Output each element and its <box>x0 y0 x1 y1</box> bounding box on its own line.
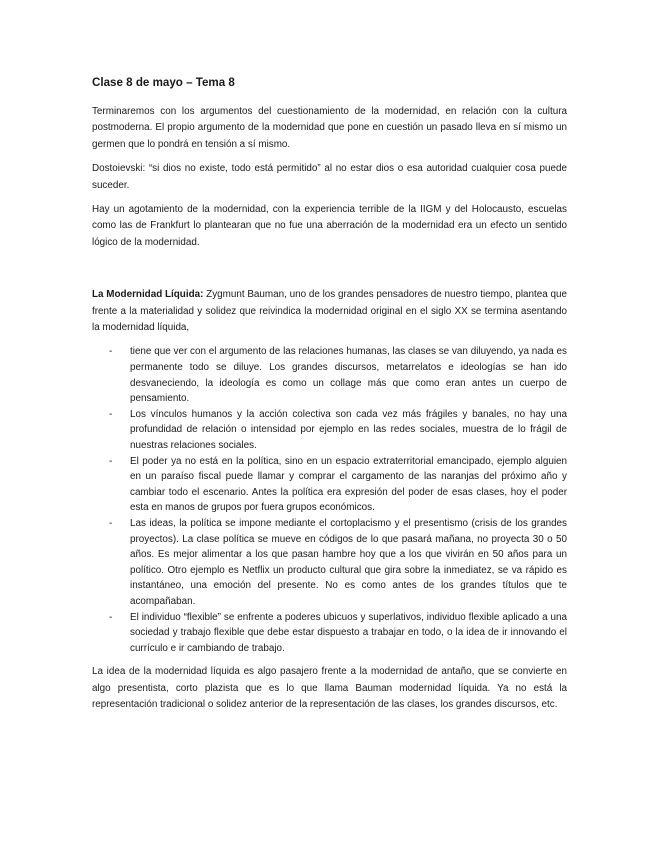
bullet-dash: - <box>109 611 113 623</box>
list-item-text: Los vínculos humanos y la acción colectiva son cada vez más frágiles y banales, no hay una profundidad de relación o intensidad por ejemplo en las redes sociales, muestra de lo frágil de nuestras relaciones sociales. <box>130 408 567 452</box>
paragraph-dostoievski: Dostoievski: “si dios no existe, todo está permitido” al no estar dios o esa autoridad cualquier cosa puede suceder. <box>92 163 567 191</box>
paragraph-modernity-critique: Terminaremos con los argumentos del cuestionamiento de la modernidad, en relación con la cultura postmoderna. El propio argumento de la modernidad que pone en cuestión un pasado lleva en sí mismo un germen que lo pondrá en tensión a sí mismo. <box>92 106 567 150</box>
list-item <box>92 454 567 516</box>
bullet-dash: - <box>109 408 113 420</box>
paragraph-closing: La idea de la modernidad líquida es algo pasajero frente a la modernidad de antaño, que se convierte en algo presentista, corto plazista que es lo que llama Bauman modernidad líquida. Ya no está la representación tradicional o solidez anterior de la representación de las clases, los grandes discursos, etc. <box>92 666 567 711</box>
section-lead: La Modernidad Líquida: <box>92 289 204 301</box>
list-item <box>92 610 567 657</box>
list-item <box>92 516 567 610</box>
document-title: Clase 8 de mayo – Tema 8 <box>92 76 235 89</box>
list-item-text: El individuo “flexible” se enfrente a poderes ubicuos y superlativos, individuo flexible aplicado a una sociedad y trabajo flexible que debe estar dispuesto a trabajar en todo, o la idea de ir innovando el currículo e ir cambiando de trabajo. <box>130 611 567 654</box>
paragraph-liquid-modernity <box>92 287 567 336</box>
paragraph-exhaustion: Hay un agotamiento de la modernidad, con la experiencia terrible de la IIGM y del Holocausto, escuelas como las de Frankfurt lo plantearan que no fue una aberración de la modernidad era un efecto un sentido lógico de la modernidad. <box>92 204 567 248</box>
bullet-list <box>92 344 567 656</box>
list-item-text: El poder ya no está en la política, sino en un espacio extraterritorial emancipado, ejemplo alguien en un paraíso fiscal puede llamar y comprar el cargamento de las naranjas del próximo año y cambiar todo el escenario. Antes la política era expresión del poder de esas clases, hoy el poder esta en manos de grupos por fuera grupos económicos. <box>130 455 567 514</box>
list-item-text: Las ideas, la política se impone mediante el cortoplacismo y el presentismo (crisis de los grandes proyectos). La clase política se mueve en códigos de lo que pasará mañana, no proyecta 30 o 50 años. Es mejor alimentar a los que pasan hambre hoy que a los que vivirán en 50 años para un político. Otro ejemplo es Netflix un producto cultural que gira sobre la inmediatez, se va rápido es instantáneo, una emoción del presente. No es como antes de los grandes títulos que te acompañaban. <box>130 518 567 607</box>
bullet-dash: - <box>109 346 113 358</box>
list-item <box>92 407 567 454</box>
list-item-text: tiene que ver con el argumento de las relaciones humanas, las clases se van diluyendo, ya nada es permanente todo se diluye. Los grandes discursos, metarrelatos e ideologías se han ido desvaneciendo, la ideología es como un collage más que como eran antes un cuerpo de pensamiento. <box>130 346 567 405</box>
bullet-dash: - <box>109 518 113 529</box>
list-item <box>92 344 567 406</box>
spacer <box>92 259 567 287</box>
bullet-dash: - <box>109 455 113 467</box>
section-intro: Zygmunt Bauman, uno de los grandes pensadores de nuestro tiempo, plantea que frente a la materialidad y solidez que reivindica la modernidad original en el siglo XX se termina asentando la modernidad líquida, <box>92 289 567 334</box>
